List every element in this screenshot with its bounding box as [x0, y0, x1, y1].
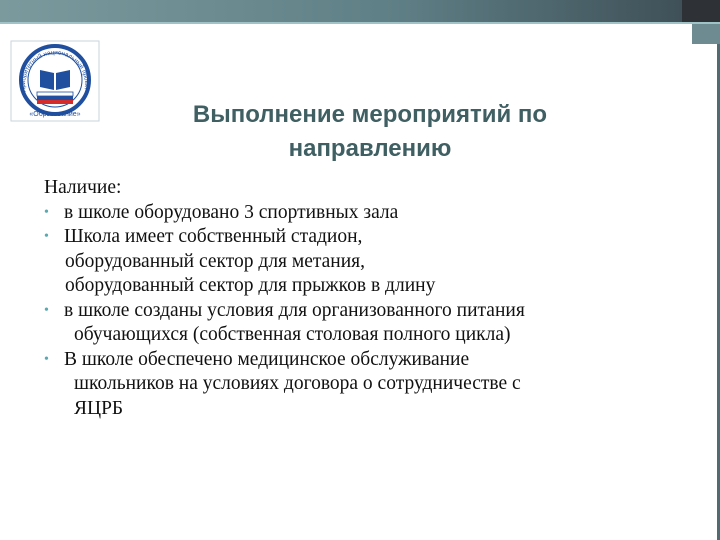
- bullet-2-line2: оборудованный сектор для метания,: [65, 250, 366, 272]
- bullet-4: [44, 348, 684, 373]
- bullet-1: [44, 201, 684, 226]
- bullet-2-line1: Школа имеет собственный стадион,: [64, 226, 363, 247]
- slide-title: [110, 98, 630, 166]
- top-decor-bar: [0, 0, 720, 24]
- intro-text: Наличие:: [44, 177, 122, 198]
- national-project-logo: [10, 40, 100, 122]
- bullet-4-line1: В школе обеспечено медицинское обслуживание: [64, 348, 470, 370]
- bullet-marker-icon: •: [44, 302, 49, 318]
- slide-title-line2: направлению: [288, 135, 452, 162]
- bullet-4-line3: ЯЦРБ: [74, 397, 124, 419]
- logo-arc-text: Приоритетный национальный проект: [19, 49, 91, 94]
- bullet-2-line3: оборудованный сектор для прыжков в длину: [65, 275, 436, 296]
- bullet-4-line2: школьников на условиях договора о сотрудничестве с: [74, 373, 521, 394]
- top-accent-strip: [0, 22, 720, 24]
- top-right-square: [692, 24, 720, 44]
- slide-title-line1: Выполнение мероприятий по: [192, 101, 548, 128]
- bullet-3-line1: в школе созданы условия для организованного питания: [64, 299, 525, 321]
- bullet-2: [44, 225, 684, 250]
- bullet-3: [44, 299, 684, 324]
- bullet-3-line2: обучающихся (собственная столовая полного цикла): [74, 324, 511, 345]
- logo-bottom-text: «Образование»: [29, 111, 81, 118]
- bullet-marker-icon: •: [44, 229, 49, 244]
- slide-body: [44, 176, 684, 421]
- bullet-1-line1: в школе оборудовано 3 спортивных зала: [64, 201, 399, 223]
- bullet-marker-icon: •: [44, 351, 49, 367]
- bullet-marker-icon: •: [44, 204, 49, 220]
- top-right-dark-block: [682, 0, 720, 22]
